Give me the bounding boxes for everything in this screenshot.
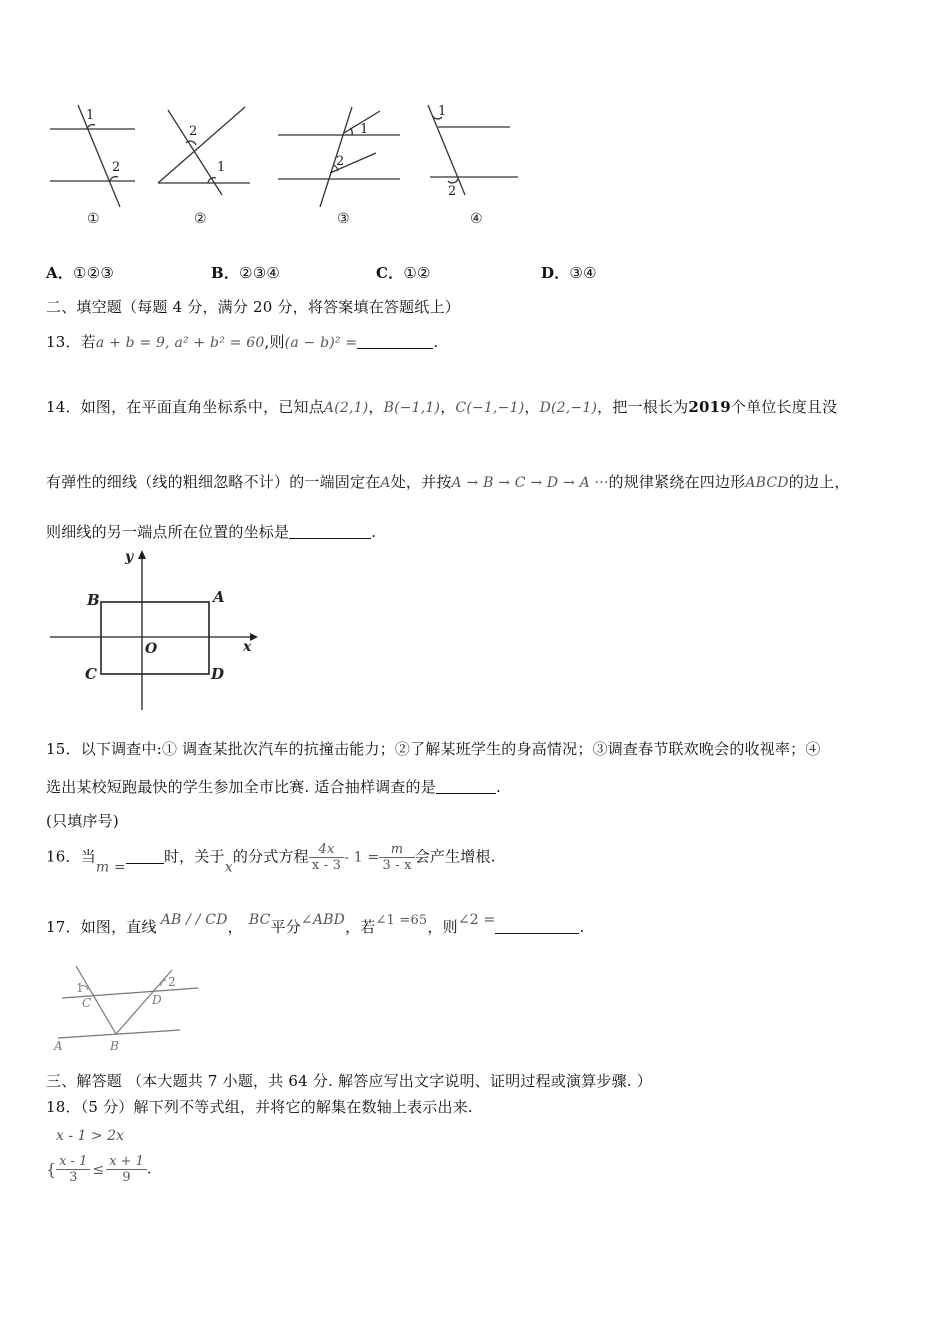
fig4-transversal	[428, 105, 465, 195]
q17-bisect: 平分	[270, 918, 301, 936]
q14-coordinate-figure	[45, 545, 270, 715]
q16-var-m: m =	[95, 859, 126, 876]
q16-minus-one: - 1 =	[344, 849, 380, 866]
q16-answer-blank[interactable]	[126, 849, 164, 864]
q17-bc: BC	[248, 912, 271, 928]
fig2-line-b	[158, 107, 245, 183]
q14-line1-post: ，把一根长为	[597, 398, 689, 416]
q14-sep-1: ，	[368, 398, 384, 416]
q14-label-y: y	[125, 549, 134, 565]
q18-end: .	[146, 1161, 152, 1178]
question-13	[46, 331, 438, 352]
q17-parallel: AB / / CD	[160, 912, 228, 928]
q15-line1: 以下调查中:① 调查某批次汽车的抗撞击能力；②了解某班学生的身高情况；③调查春节联欢晚会的收视率；④	[80, 740, 821, 758]
q17-then: ，则	[427, 918, 458, 936]
q16-fraction-1	[309, 842, 344, 873]
question-17	[46, 912, 584, 937]
q15-end: .	[495, 778, 501, 796]
q16-mid2: 的分式方程	[232, 847, 309, 866]
fig3-angle-1: 1	[360, 122, 369, 137]
question-18	[46, 1096, 473, 1117]
fig3-caption: ③	[337, 211, 350, 227]
question-14-line1	[46, 396, 837, 417]
q13-condition: a + b = 9, a² + b² = 60	[95, 335, 265, 351]
q14-end: .	[371, 523, 377, 541]
q18-text: （5 分）解下列不等式组，并将它的解集在数轴上表示出来.	[80, 1098, 473, 1116]
fig2-arc-2	[186, 141, 196, 145]
q17-angle-2: ∠2 =	[457, 912, 496, 928]
q17-label-1: 1	[76, 981, 84, 995]
fig2-line-a	[168, 110, 222, 195]
q14-quad: ABCD	[745, 475, 789, 491]
q18-f2-den: 9	[106, 1169, 147, 1185]
q14-sep-2: ，	[440, 398, 456, 416]
q12-option-a	[46, 262, 114, 283]
q17-end: .	[579, 918, 585, 936]
q18-f1-den: 3	[56, 1169, 90, 1185]
question-16	[46, 842, 496, 876]
q16-end: 会产生增根.	[414, 847, 496, 866]
q14-line2-mid2: 的规律紧绕在四边形	[608, 473, 746, 491]
q17-segment-bd	[116, 970, 172, 1034]
q14-label-b: B	[87, 591, 100, 609]
q14-y-arrow	[138, 550, 146, 559]
q17-label-d: D	[152, 993, 162, 1007]
q16-number: 16．	[46, 847, 81, 866]
fig2-caption: ②	[194, 211, 207, 227]
q14-path: A → B → C → D → A ···	[451, 475, 609, 491]
q14-length: 2019	[688, 398, 731, 416]
fig2-angle-1: 1	[217, 160, 226, 175]
q17-angle-1: ∠1 =65	[375, 913, 428, 928]
q14-point-b: B(−1,1)	[383, 400, 441, 416]
figure-2	[158, 107, 250, 195]
q14-label-d: D	[211, 665, 225, 683]
option-b-letter: B．	[211, 264, 240, 282]
question-14-line2	[46, 471, 850, 492]
fig1-transversal	[78, 105, 120, 207]
q16-var-x: x	[224, 859, 233, 876]
option-c-text: ①②	[403, 264, 431, 282]
q12-option-c	[376, 262, 431, 283]
q16-mid: 时，关于	[163, 847, 225, 866]
q17-label-b: B	[110, 1039, 119, 1053]
option-a-text: ①②③	[73, 264, 114, 282]
fig2-angle-2: 2	[189, 124, 198, 139]
q17-if: ，若	[345, 918, 376, 936]
q14-line2-mid: 处，并按	[390, 473, 452, 491]
option-c-letter: C．	[376, 264, 404, 282]
q14-point-a: A(2,1)	[323, 400, 369, 416]
option-d-text: ③④	[569, 264, 597, 282]
q14-fixed-point: A	[380, 475, 391, 491]
q17-sep: ，	[227, 918, 243, 936]
q14-point-d: D(2,−1)	[539, 400, 598, 416]
q14-label-a: A	[213, 588, 225, 606]
q17-arc-2	[161, 980, 166, 986]
q12-option-d	[541, 262, 597, 283]
q14-label-o: O	[145, 641, 158, 657]
q14-sep-3: ，	[524, 398, 540, 416]
q18-f1-num: x - 1	[59, 1154, 88, 1169]
q13-end: .	[433, 333, 439, 351]
option-d-letter: D．	[541, 264, 570, 282]
q14-label-x: x	[243, 639, 252, 655]
option-b-text: ②③④	[239, 264, 281, 282]
q17-angle-abd: ∠ABD	[300, 912, 346, 928]
fig4-caption: ④	[470, 211, 483, 227]
q17-label-2: 2	[168, 975, 176, 989]
q18-fraction-2	[106, 1154, 147, 1185]
fig4-arc-2	[448, 179, 458, 183]
q14-rectangle-abcd	[101, 602, 209, 674]
fig1-angle-1: 1	[86, 108, 95, 123]
q17-figure	[48, 962, 208, 1054]
q13-answer-blank[interactable]	[357, 334, 433, 349]
q14-line3: 则细线的另一端点所在位置的坐标是	[46, 523, 290, 541]
fig3-arc-1	[350, 128, 352, 135]
q13-expression: (a − b)² =	[284, 335, 358, 351]
fig1-arc-2	[110, 177, 118, 181]
section3-heading: 三、解答题 （本大题共 7 小题，共 64 分. 解答应写出文字说明、证明过程或演算步骤. ）	[46, 1072, 652, 1090]
q17-label-a: A	[54, 1039, 63, 1053]
q15-answer-blank[interactable]	[436, 779, 496, 794]
q14-point-c: C(−1,−1)	[455, 400, 525, 416]
q16-prefix: 当	[80, 847, 96, 866]
q17-answer-blank[interactable]	[495, 919, 579, 934]
q13-prefix: 若	[80, 333, 96, 351]
fig4-angle-2: 2	[448, 184, 457, 199]
fig1-caption: ①	[87, 211, 100, 227]
fig4-angle-1: 1	[438, 104, 447, 119]
q18-f2-num: x + 1	[109, 1154, 144, 1169]
question-14-line3	[46, 521, 376, 542]
q17-prefix: 如图，直线	[80, 918, 157, 936]
q16-frac1-num: 4x	[318, 842, 335, 857]
q17-label-c: C	[82, 996, 92, 1010]
q13-mid: ,则	[264, 333, 285, 351]
q15-number: 15．	[46, 740, 81, 758]
q14-answer-blank[interactable]	[289, 524, 371, 539]
q14-line2-post: 的边上，	[788, 473, 850, 491]
question-15-note: (只填序号)	[46, 812, 119, 830]
q18-leq: ≤	[92, 1161, 105, 1178]
q14-line1-pre: 如图，在平面直角坐标系中，已知点	[80, 398, 324, 416]
q15-line2: 选出某校短跑最快的学生参加全市比赛. 适合抽样调查的是	[46, 778, 436, 796]
q17-number: 17．	[46, 918, 81, 936]
q16-fraction-2	[379, 842, 414, 873]
q14-label-c: C	[85, 665, 97, 683]
question-15-line1	[46, 738, 821, 759]
q18-fraction-1	[56, 1154, 90, 1185]
question-15-line2	[46, 776, 501, 797]
q18-inequality-1: x - 1 > 2x	[56, 1128, 124, 1144]
q16-frac2-den: 3 - x	[379, 857, 414, 873]
q12-option-b	[211, 262, 280, 283]
option-a-letter: A．	[46, 264, 74, 282]
q18-number: 18．	[46, 1098, 81, 1116]
q16-frac2-num: m	[390, 842, 404, 857]
fig1-angle-2: 2	[112, 160, 121, 175]
q14-number: 14．	[46, 398, 81, 416]
q14-line1-tail: 个单位长度且没	[730, 398, 838, 416]
q13-number: 13．	[46, 333, 81, 351]
q14-line2-pre: 有弹性的细线（线的粗细忽略不计）的一端固定在	[46, 473, 381, 491]
fig3-angle-2: 2	[336, 154, 345, 169]
q12-figures	[40, 95, 540, 235]
q18-brace: {	[46, 1160, 57, 1179]
section2-heading: 二、填空题（每题 4 分，满分 20 分，将答案填在答题纸上）	[46, 298, 460, 316]
q16-frac1-den: x - 3	[309, 857, 344, 873]
q18-inequality-2	[46, 1154, 151, 1185]
